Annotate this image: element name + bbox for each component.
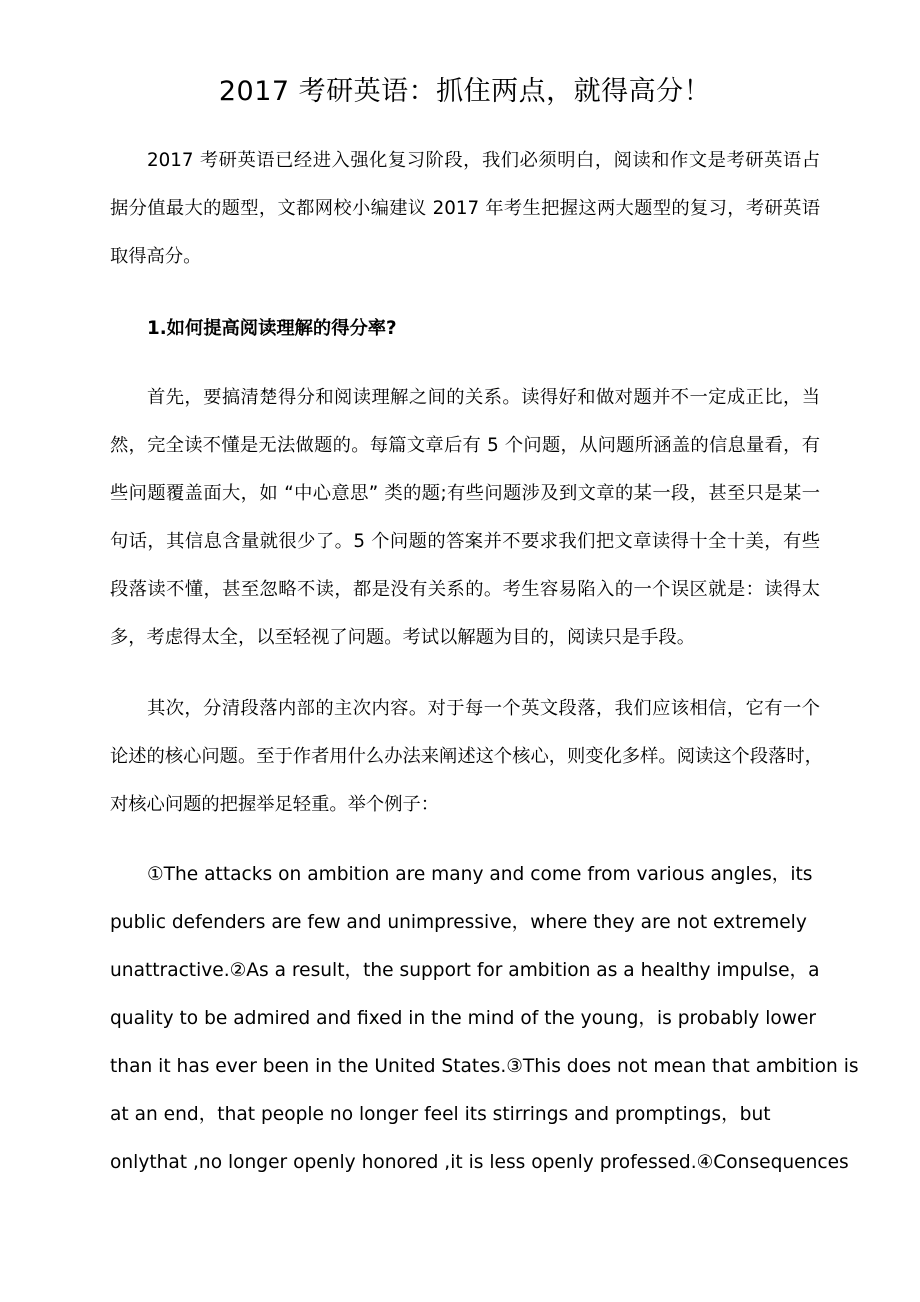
paragraph-line: 对核心问题的把握举足轻重。举个例子： [110, 794, 440, 815]
example-line: unattractive.②As a result，the support for ambition as a healthy impulse，a [110, 960, 820, 981]
paragraph-line: 多，考虑得太全，以至轻视了问题。考试以解题为目的，阅读只是手段。 [110, 627, 695, 648]
paragraph-line: 首先，要搞清楚得分和阅读理解之间的关系。读得好和做对题并不一定成正比，当 [147, 387, 820, 408]
example-line: onlythat ,no longer openly honored ,it is less openly professed.④Consequences [110, 1152, 849, 1173]
paragraph-line: 段落读不懂，甚至忽略不读，都是没有关系的。考生容易陷入的一个误区就是：读得太 [110, 579, 820, 600]
paragraph-line: 然，完全读不懂是无法做题的。每篇文章后有 5 个问题，从问题所涵盖的信息量看，有 [110, 435, 820, 456]
example-line: ①The attacks on ambition are many and come from various angles，its [147, 864, 813, 885]
example-line: than it has ever been in the United States.③This does not mean that ambition is [110, 1056, 859, 1077]
paragraph-line: 其次，分清段落内部的主次内容。对于每一个英文段落，我们应该相信，它有一个 [147, 698, 820, 719]
paragraph-line: 论述的核心问题。至于作者用什么办法来阐述这个核心，则变化多样。阅读这个段落时， [110, 746, 823, 767]
intro-line: 据分值最大的题型，文都网校小编建议 2017 年考生把握这两大题型的复习，考研英语 [110, 198, 820, 219]
paragraph-line: 句话，其信息含量就很少了。5 个问题的答案并不要求我们把文章读得十全十美，有些 [110, 531, 820, 552]
example-line: public defenders are few and unimpressive，where they are not extremely [110, 912, 807, 933]
paragraph-line: 些问题覆盖面大，如 “中心意思” 类的题;有些问题涉及到文章的某一段，甚至只是某一 [110, 483, 820, 504]
example-line: at an end，that people no longer feel its stirrings and promptings，but [110, 1104, 771, 1125]
section-heading: 1.如何提高阅读理解的得分率? [147, 318, 397, 339]
intro-line: 2017 考研英语已经进入强化复习阶段，我们必须明白，阅读和作文是考研英语占 [147, 150, 820, 171]
document-title: 2017 考研英语：抓住两点，就得高分！ [218, 76, 712, 107]
example-line: quality to be admired and fixed in the mind of the young，is probably lower [110, 1008, 817, 1029]
intro-line: 取得高分。 [110, 246, 202, 267]
